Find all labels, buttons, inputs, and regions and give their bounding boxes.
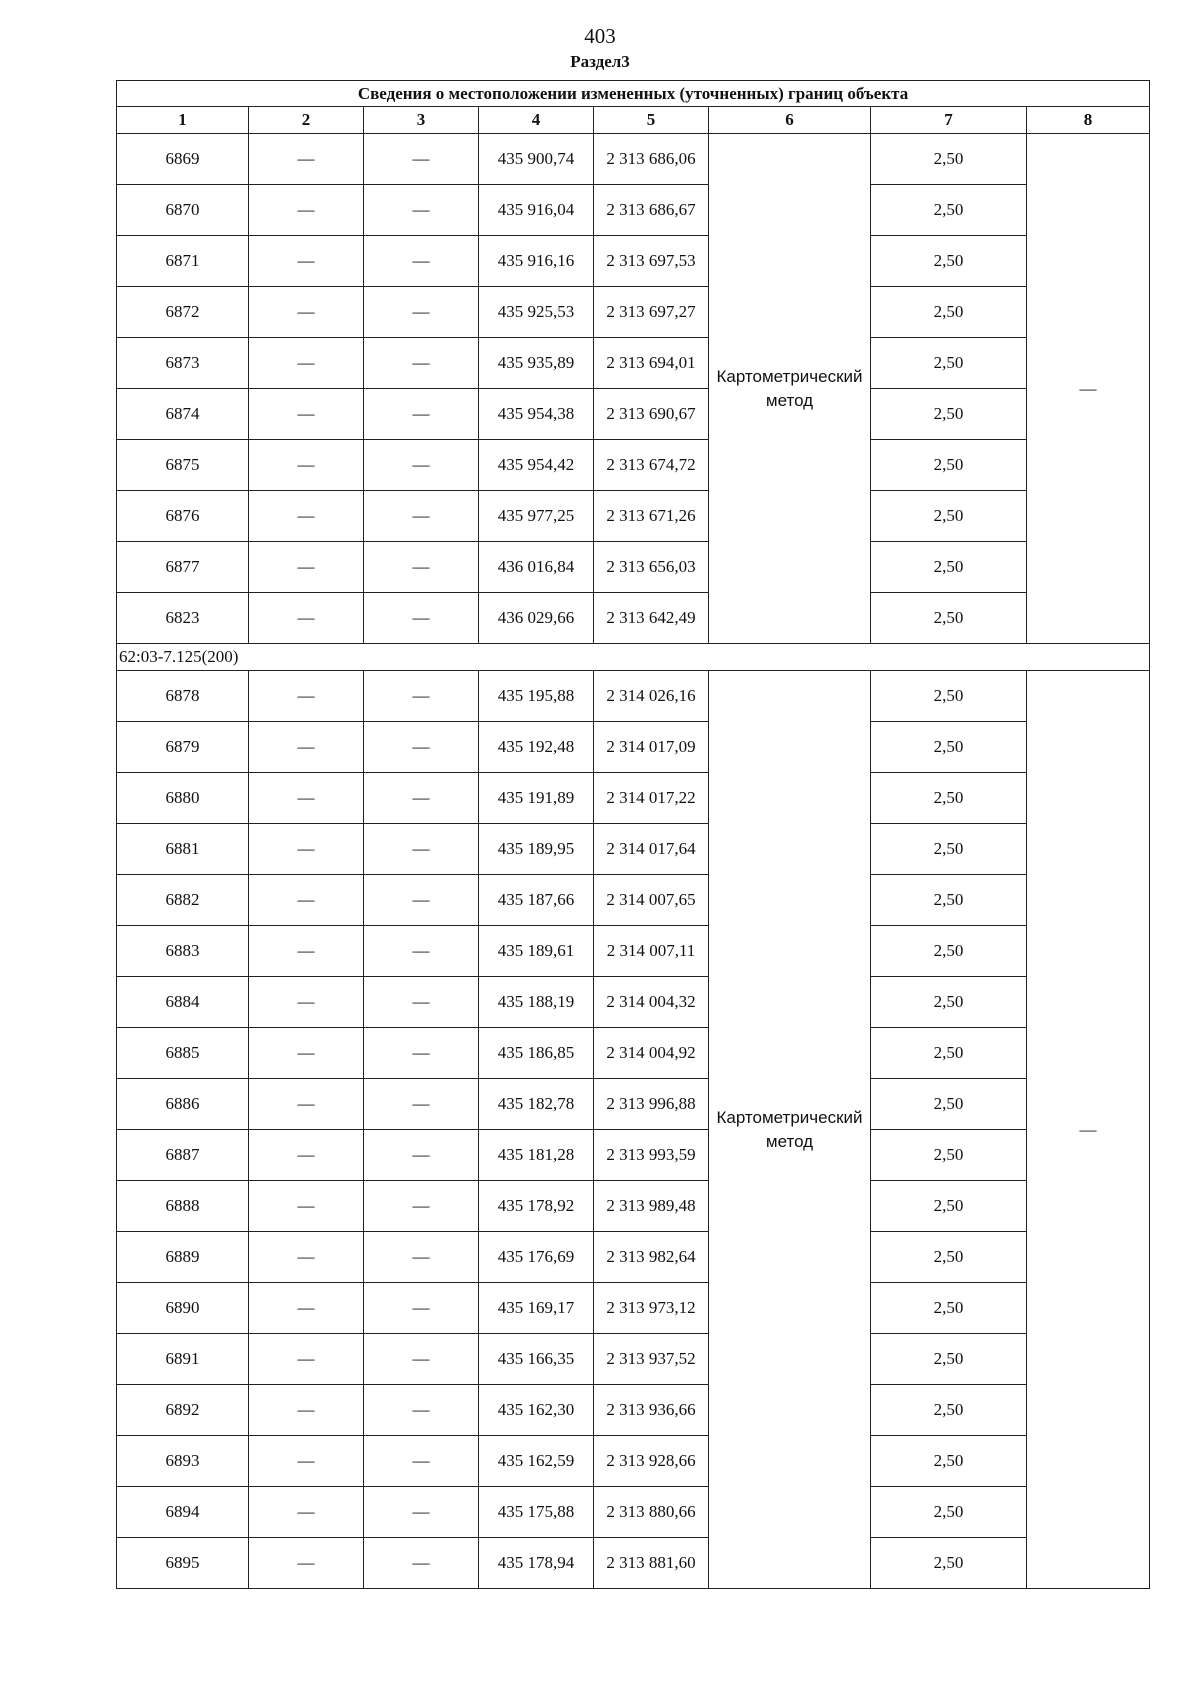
point-number: 6887	[117, 1130, 249, 1181]
point-number: 6873	[117, 338, 249, 389]
table-row	[117, 134, 1150, 185]
point-number: 6892	[117, 1385, 249, 1436]
y-coordinate: 2 313 880,66	[594, 1487, 709, 1538]
accuracy-value: 2,50	[871, 491, 1027, 542]
accuracy-value: 2,50	[871, 593, 1027, 644]
accuracy-value: 2,50	[871, 671, 1027, 722]
y-coordinate: 2 313 697,27	[594, 287, 709, 338]
column-number-7: 7	[871, 107, 1027, 134]
point-number: 6875	[117, 440, 249, 491]
x-coordinate: 435 169,17	[479, 1283, 594, 1334]
x-coordinate: 435 166,35	[479, 1334, 594, 1385]
col2-value: —	[249, 671, 364, 722]
x-coordinate: 435 900,74	[479, 134, 594, 185]
col3-value: —	[364, 926, 479, 977]
y-coordinate: 2 314 004,92	[594, 1028, 709, 1079]
accuracy-value: 2,50	[871, 1079, 1027, 1130]
table-row	[117, 1385, 1150, 1436]
x-coordinate: 435 189,61	[479, 926, 594, 977]
col3-value: —	[364, 773, 479, 824]
col2-value: —	[249, 1028, 364, 1079]
accuracy-value: 2,50	[871, 773, 1027, 824]
col3-value: —	[364, 236, 479, 287]
point-number: 6881	[117, 824, 249, 875]
col2-value: —	[249, 185, 364, 236]
accuracy-value: 2,50	[871, 1232, 1027, 1283]
x-coordinate: 435 916,16	[479, 236, 594, 287]
x-coordinate: 435 178,94	[479, 1538, 594, 1589]
point-number: 6879	[117, 722, 249, 773]
x-coordinate: 435 182,78	[479, 1079, 594, 1130]
y-coordinate: 2 313 671,26	[594, 491, 709, 542]
col2-value: —	[249, 1487, 364, 1538]
accuracy-value: 2,50	[871, 875, 1027, 926]
col3-value: —	[364, 287, 479, 338]
point-number: 6883	[117, 926, 249, 977]
x-coordinate: 435 176,69	[479, 1232, 594, 1283]
x-coordinate: 435 175,88	[479, 1487, 594, 1538]
y-coordinate: 2 313 686,67	[594, 185, 709, 236]
accuracy-value: 2,50	[871, 926, 1027, 977]
y-coordinate: 2 313 993,59	[594, 1130, 709, 1181]
point-number: 6882	[117, 875, 249, 926]
col3-value: —	[364, 491, 479, 542]
col2-value: —	[249, 389, 364, 440]
col3-value: —	[364, 824, 479, 875]
method-cell: Картометрический метод	[709, 671, 871, 1589]
x-coordinate: 435 195,88	[479, 671, 594, 722]
table-row	[117, 926, 1150, 977]
col3-value: —	[364, 977, 479, 1028]
y-coordinate: 2 313 656,03	[594, 542, 709, 593]
x-coordinate: 436 016,84	[479, 542, 594, 593]
table-row	[117, 491, 1150, 542]
y-coordinate: 2 313 936,66	[594, 1385, 709, 1436]
accuracy-value: 2,50	[871, 1487, 1027, 1538]
col3-value: —	[364, 1385, 479, 1436]
x-coordinate: 435 191,89	[479, 773, 594, 824]
table-row	[117, 185, 1150, 236]
col2-value: —	[249, 1283, 364, 1334]
table-row	[117, 1130, 1150, 1181]
x-coordinate: 435 187,66	[479, 875, 594, 926]
y-coordinate: 2 314 017,22	[594, 773, 709, 824]
y-coordinate: 2 313 686,06	[594, 134, 709, 185]
col3-value: —	[364, 1181, 479, 1232]
x-coordinate: 435 186,85	[479, 1028, 594, 1079]
col3-value: —	[364, 1079, 479, 1130]
col2-value: —	[249, 824, 364, 875]
table-row	[117, 1487, 1150, 1538]
col3-value: —	[364, 593, 479, 644]
accuracy-value: 2,50	[871, 1181, 1027, 1232]
column-number-5: 5	[594, 107, 709, 134]
y-coordinate: 2 313 697,53	[594, 236, 709, 287]
table-row	[117, 287, 1150, 338]
accuracy-value: 2,50	[871, 1385, 1027, 1436]
col2-value: —	[249, 1538, 364, 1589]
accuracy-value: 2,50	[871, 236, 1027, 287]
col3-value: —	[364, 1130, 479, 1181]
y-coordinate: 2 313 881,60	[594, 1538, 709, 1589]
y-coordinate: 2 313 694,01	[594, 338, 709, 389]
group-label-row	[117, 644, 1150, 671]
x-coordinate: 435 162,59	[479, 1436, 594, 1487]
point-number: 6891	[117, 1334, 249, 1385]
table-row	[117, 977, 1150, 1028]
table-row	[117, 1334, 1150, 1385]
accuracy-value: 2,50	[871, 440, 1027, 491]
y-coordinate: 2 314 017,64	[594, 824, 709, 875]
x-coordinate: 435 916,04	[479, 185, 594, 236]
y-coordinate: 2 313 674,72	[594, 440, 709, 491]
col2-value: —	[249, 440, 364, 491]
method-cell: Картометрический метод	[709, 134, 871, 644]
col2-value: —	[249, 491, 364, 542]
x-coordinate: 435 178,92	[479, 1181, 594, 1232]
col3-value: —	[364, 1232, 479, 1283]
col2-value: —	[249, 1334, 364, 1385]
x-coordinate: 435 954,42	[479, 440, 594, 491]
y-coordinate: 2 314 007,65	[594, 875, 709, 926]
table-row	[117, 236, 1150, 287]
table-row	[117, 875, 1150, 926]
col3-value: —	[364, 1028, 479, 1079]
y-coordinate: 2 314 017,09	[594, 722, 709, 773]
col3-value: —	[364, 1436, 479, 1487]
point-number: 6880	[117, 773, 249, 824]
col3-value: —	[364, 1487, 479, 1538]
x-coordinate: 435 189,95	[479, 824, 594, 875]
accuracy-value: 2,50	[871, 977, 1027, 1028]
section-title: Раздел3	[570, 52, 630, 71]
point-number: 6888	[117, 1181, 249, 1232]
y-coordinate: 2 313 982,64	[594, 1232, 709, 1283]
accuracy-value: 2,50	[871, 542, 1027, 593]
table-row	[117, 722, 1150, 773]
y-coordinate: 2 314 026,16	[594, 671, 709, 722]
y-coordinate: 2 313 937,52	[594, 1334, 709, 1385]
column-number-row	[117, 107, 1150, 134]
table-row	[117, 1079, 1150, 1130]
col3-value: —	[364, 1334, 479, 1385]
col3-value: —	[364, 338, 479, 389]
table-body	[117, 134, 1150, 1589]
point-number: 6823	[117, 593, 249, 644]
accuracy-value: 2,50	[871, 1130, 1027, 1181]
x-coordinate: 435 188,19	[479, 977, 594, 1028]
accuracy-value: 2,50	[871, 134, 1027, 185]
point-number: 6885	[117, 1028, 249, 1079]
point-number: 6870	[117, 185, 249, 236]
accuracy-value: 2,50	[871, 1283, 1027, 1334]
table-row	[117, 1028, 1150, 1079]
col3-value: —	[364, 1283, 479, 1334]
col2-value: —	[249, 1385, 364, 1436]
col3-value: —	[364, 134, 479, 185]
col3-value: —	[364, 389, 479, 440]
point-number: 6895	[117, 1538, 249, 1589]
table-row	[117, 389, 1150, 440]
col3-value: —	[364, 185, 479, 236]
point-number: 6889	[117, 1232, 249, 1283]
col2-value: —	[249, 1232, 364, 1283]
col3-value: —	[364, 671, 479, 722]
table-row	[117, 1436, 1150, 1487]
table-row	[117, 824, 1150, 875]
col3-value: —	[364, 1538, 479, 1589]
point-number: 6893	[117, 1436, 249, 1487]
col8-cell: —	[1027, 134, 1150, 644]
table-row	[117, 440, 1150, 491]
col2-value: —	[249, 926, 364, 977]
accuracy-value: 2,50	[871, 1436, 1027, 1487]
col2-value: —	[249, 1181, 364, 1232]
col2-value: —	[249, 722, 364, 773]
x-coordinate: 435 192,48	[479, 722, 594, 773]
col2-value: —	[249, 236, 364, 287]
col2-value: —	[249, 977, 364, 1028]
y-coordinate: 2 313 928,66	[594, 1436, 709, 1487]
boundary-coordinates-table	[116, 80, 1150, 1589]
accuracy-value: 2,50	[871, 1028, 1027, 1079]
x-coordinate: 435 977,25	[479, 491, 594, 542]
table-row	[117, 1232, 1150, 1283]
table-row	[117, 542, 1150, 593]
point-number: 6877	[117, 542, 249, 593]
table-caption: Сведения о местоположении измененных (уточненных) границ объекта	[117, 81, 1150, 107]
column-number-2: 2	[249, 107, 364, 134]
accuracy-value: 2,50	[871, 389, 1027, 440]
col8-cell: —	[1027, 671, 1150, 1589]
x-coordinate: 436 029,66	[479, 593, 594, 644]
column-number-4: 4	[479, 107, 594, 134]
table-row	[117, 338, 1150, 389]
col3-value: —	[364, 875, 479, 926]
point-number: 6890	[117, 1283, 249, 1334]
col3-value: —	[364, 722, 479, 773]
col2-value: —	[249, 593, 364, 644]
table-row	[117, 1538, 1150, 1589]
col2-value: —	[249, 1436, 364, 1487]
col2-value: —	[249, 338, 364, 389]
col3-value: —	[364, 440, 479, 491]
point-number: 6869	[117, 134, 249, 185]
point-number: 6874	[117, 389, 249, 440]
x-coordinate: 435 954,38	[479, 389, 594, 440]
col2-value: —	[249, 287, 364, 338]
point-number: 6884	[117, 977, 249, 1028]
column-number-6: 6	[709, 107, 871, 134]
col2-value: —	[249, 1130, 364, 1181]
point-number: 6878	[117, 671, 249, 722]
point-number: 6871	[117, 236, 249, 287]
table-row	[117, 773, 1150, 824]
column-number-3: 3	[364, 107, 479, 134]
table-row	[117, 671, 1150, 722]
point-number: 6894	[117, 1487, 249, 1538]
y-coordinate: 2 313 690,67	[594, 389, 709, 440]
col2-value: —	[249, 773, 364, 824]
accuracy-value: 2,50	[871, 338, 1027, 389]
accuracy-value: 2,50	[871, 1334, 1027, 1385]
accuracy-value: 2,50	[871, 722, 1027, 773]
y-coordinate: 2 313 642,49	[594, 593, 709, 644]
y-coordinate: 2 313 996,88	[594, 1079, 709, 1130]
column-number-1: 1	[117, 107, 249, 134]
accuracy-value: 2,50	[871, 824, 1027, 875]
y-coordinate: 2 314 007,11	[594, 926, 709, 977]
accuracy-value: 2,50	[871, 1538, 1027, 1589]
col2-value: —	[249, 134, 364, 185]
col3-value: —	[364, 542, 479, 593]
accuracy-value: 2,50	[871, 287, 1027, 338]
point-number: 6872	[117, 287, 249, 338]
point-number: 6886	[117, 1079, 249, 1130]
table-row	[117, 593, 1150, 644]
y-coordinate: 2 313 989,48	[594, 1181, 709, 1232]
page-number: 403	[584, 24, 616, 48]
x-coordinate: 435 935,89	[479, 338, 594, 389]
x-coordinate: 435 181,28	[479, 1130, 594, 1181]
x-coordinate: 435 162,30	[479, 1385, 594, 1436]
y-coordinate: 2 313 973,12	[594, 1283, 709, 1334]
col2-value: —	[249, 1079, 364, 1130]
col2-value: —	[249, 542, 364, 593]
y-coordinate: 2 314 004,32	[594, 977, 709, 1028]
col2-value: —	[249, 875, 364, 926]
column-number-8: 8	[1027, 107, 1150, 134]
table-row	[117, 1283, 1150, 1334]
x-coordinate: 435 925,53	[479, 287, 594, 338]
table-row	[117, 1181, 1150, 1232]
point-number: 6876	[117, 491, 249, 542]
accuracy-value: 2,50	[871, 185, 1027, 236]
group-label: 62:03-7.125(200)	[117, 644, 1150, 671]
